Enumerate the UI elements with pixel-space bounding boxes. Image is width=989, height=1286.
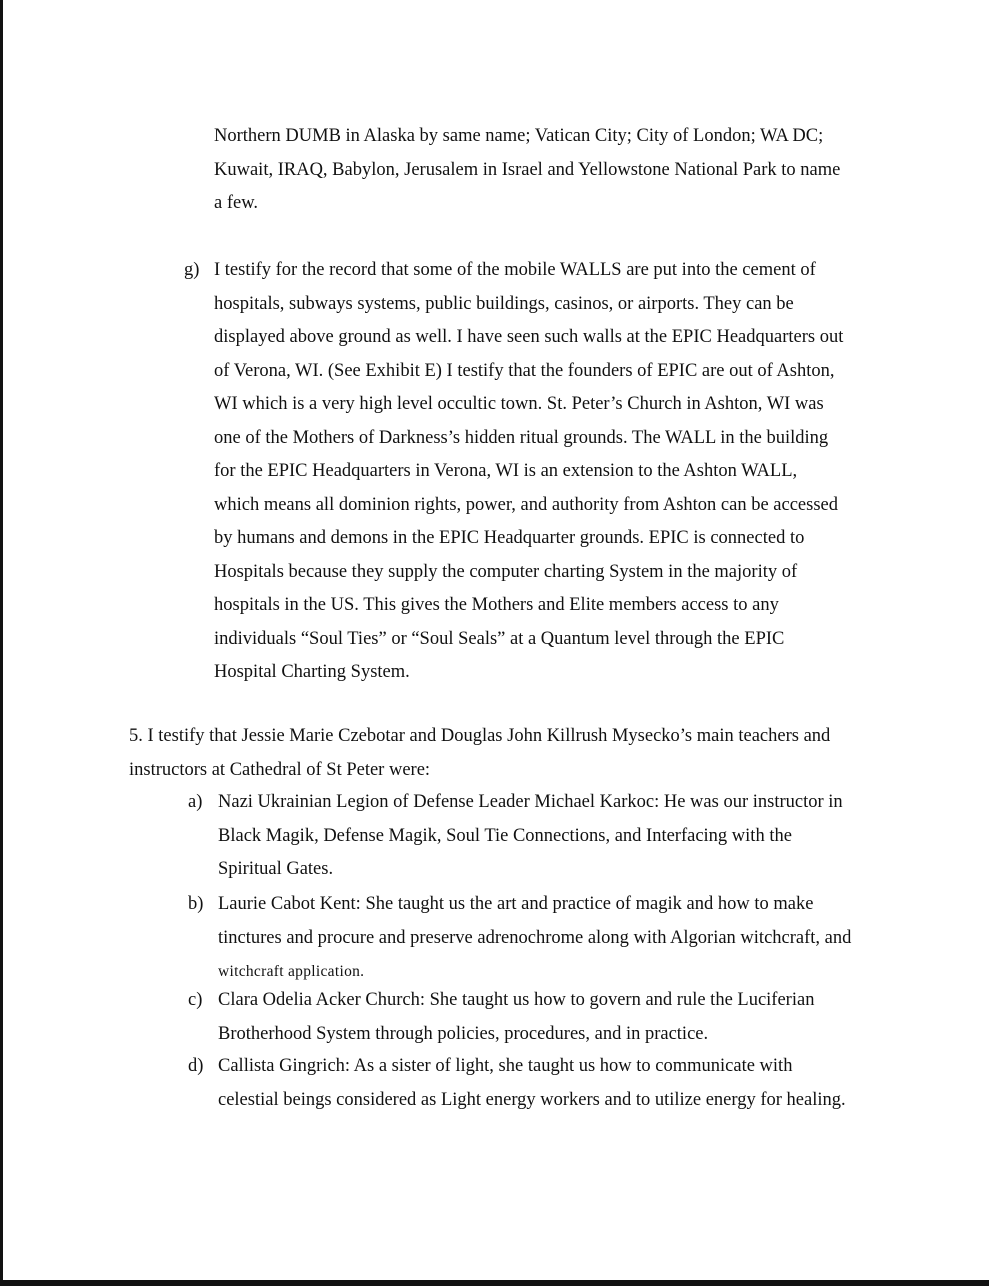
item-line: Clara Odelia Acker Church: She taught us how to govern and rule the Luciferian	[218, 990, 815, 1010]
item-line: hospitals, subways systems, public buildings, casinos, or airports. They can be	[214, 293, 794, 314]
list-item-text	[218, 888, 851, 989]
item-line: Hospitals because they supply the computer charting System in the majority of	[214, 561, 798, 582]
section-5-intro	[129, 720, 830, 787]
item-line: Black Magik, Defense Magik, Soul Tie Connections, and Interfacing with the	[218, 825, 792, 846]
list-marker: d)	[188, 1056, 204, 1076]
continuation-line: a few.	[214, 193, 258, 213]
item-line: Callista Gingrich: As a sister of light, she taught us how to communicate with	[218, 1056, 793, 1076]
list-item-text	[218, 786, 843, 887]
item-line: tinctures and procure and preserve adrenochrome along with Algorian witchcraft, and	[218, 927, 852, 948]
list-marker: c)	[188, 990, 203, 1010]
list-marker: a)	[188, 792, 203, 812]
item-line: witchcraft application.	[218, 963, 365, 980]
item-line: displayed above ground as well. I have seen such walls at the EPIC Headquarters out	[214, 327, 844, 347]
item-line: WI which is a very high level occultic town. St. Peter’s Church in Ashton, WI was	[214, 394, 824, 414]
continuation-line: Kuwait, IRAQ, Babylon, Jerusalem in Israel and Yellowstone National Park to name	[214, 159, 841, 180]
list-item-text	[218, 984, 814, 1051]
scan-border-bottom	[0, 1280, 989, 1286]
continuation-paragraph	[214, 120, 840, 221]
list-item-text	[214, 254, 843, 690]
item-line: Nazi Ukrainian Legion of Defense Leader Michael Karkoc: He was our instructor in	[218, 792, 843, 812]
item-line: which means all dominion rights, power, and authority from Ashton can be accessed	[214, 494, 838, 515]
item-line: individuals “Soul Ties” or “Soul Seals” at a Quantum level through the EPIC	[214, 628, 785, 649]
list-item-text	[218, 1050, 846, 1117]
scan-border-left	[0, 0, 3, 1286]
item-line: Spiritual Gates.	[218, 859, 334, 879]
item-line: I testify for the record that some of the mobile WALLS are put into the cement of	[214, 260, 816, 280]
item-line: Brotherhood System through policies, procedures, and in practice.	[218, 1023, 709, 1044]
item-line: one of the Mothers of Darkness’s hidden ritual grounds. The WALL in the building	[214, 427, 829, 448]
item-line: of Verona, WI. (See Exhibit E) I testify that the founders of EPIC are out of Ashton,	[214, 360, 835, 381]
item-line: hospitals in the US. This gives the Mothers and Elite members access to any	[214, 595, 779, 615]
list-marker: b)	[188, 894, 204, 914]
section-line: 5. I testify that Jessie Marie Czebotar and Douglas John Killrush Mysecko’s main teachers and	[129, 726, 831, 746]
item-line: for the EPIC Headquarters in Verona, WI is an extension to the Ashton WALL,	[214, 461, 798, 481]
item-line: Hospital Charting System.	[214, 662, 410, 682]
list-marker: g)	[184, 260, 200, 280]
item-line: Laurie Cabot Kent: She taught us the art and practice of magik and how to make	[218, 894, 814, 914]
continuation-line: Northern DUMB in Alaska by same name; Vatican City; City of London; WA DC;	[214, 126, 824, 146]
section-line: instructors at Cathedral of St Peter were:	[129, 759, 431, 780]
item-line: by humans and demons in the EPIC Headquarter grounds. EPIC is connected to	[214, 528, 805, 548]
item-line: celestial beings considered as Light energy workers and to utilize energy for healing.	[218, 1089, 846, 1110]
